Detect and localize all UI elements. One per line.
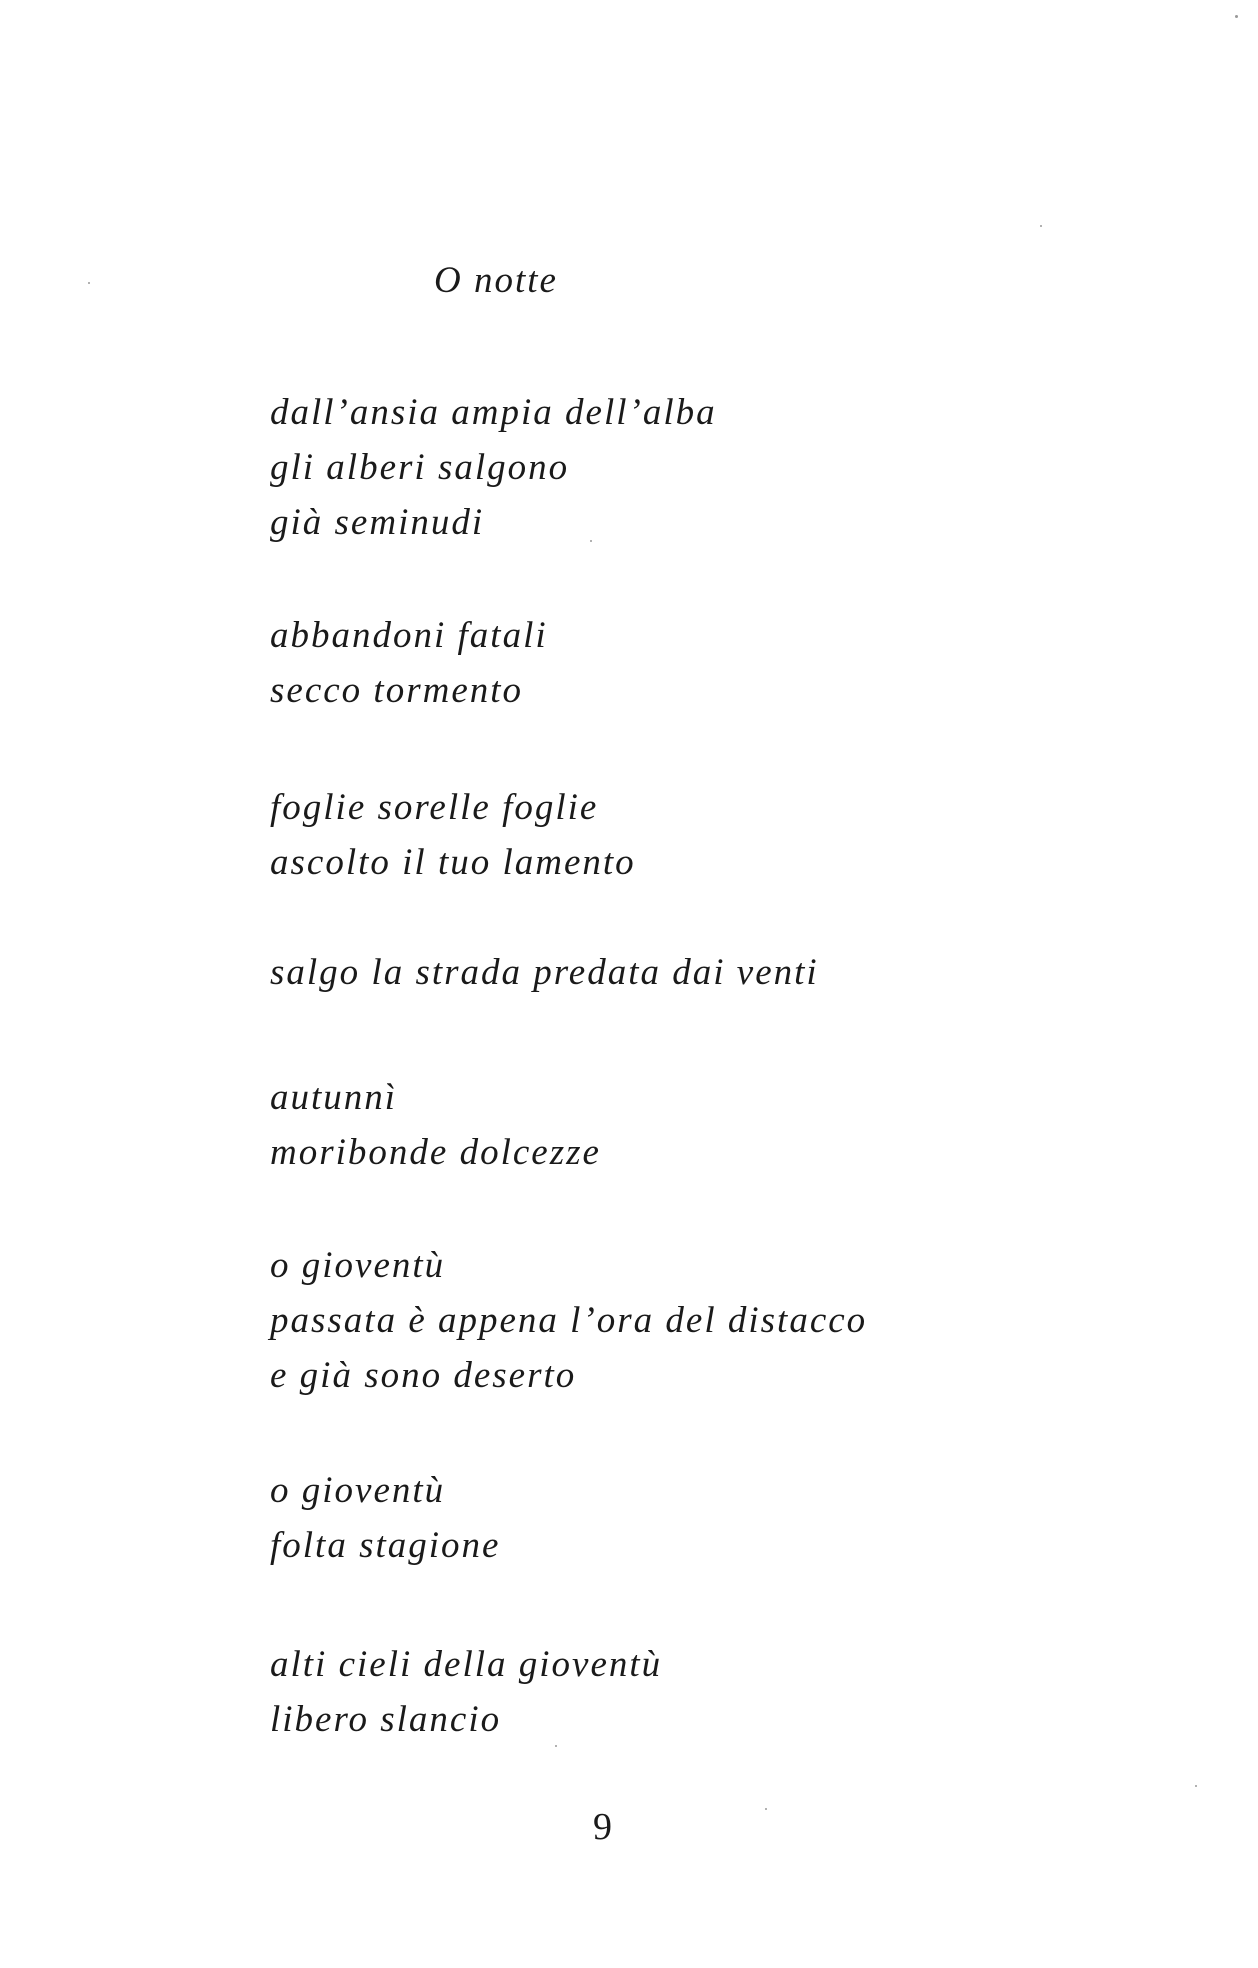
verse-line: autunnì [270,1077,398,1118]
stanza-3 [270,780,636,890]
paper-speck [1195,1785,1197,1787]
verse-line: o gioventù [270,1245,446,1286]
poem-title: O notte [434,260,558,301]
verse-line: e già sono deserto [270,1355,577,1396]
stanza-4 [270,945,819,1000]
paper-speck [1235,15,1238,18]
verse-line: già seminudi [270,502,485,543]
paper-speck [590,540,592,542]
verse-line: secco tormento [270,670,524,711]
verse-line: passata è appena l’ora del distacco [270,1300,868,1341]
verse-line: moribonde dolcezze [270,1132,601,1173]
paper-speck [88,282,90,284]
verse-line: ascolto il tuo lamento [270,842,636,883]
verse-line: alti cieli della gioventù [270,1644,663,1685]
verse-line: o gioventù [270,1470,446,1511]
verse-line: dall’ansia ampia dell’alba [270,392,717,433]
verse-line: libero slancio [270,1699,502,1740]
stanza-6 [270,1238,867,1403]
stanza-2 [270,608,548,718]
paper-speck [765,1808,767,1810]
paper-speck [555,1745,557,1747]
verse-line: folta stagione [270,1525,501,1566]
stanza-8 [270,1637,662,1747]
page-number: 9 [593,1806,612,1848]
verse-line: foglie sorelle foglie [270,787,599,828]
verse-line: salgo la strada predata dai venti [270,952,819,993]
stanza-1 [270,385,717,550]
stanza-5 [270,1070,601,1180]
paper-speck [1040,225,1042,227]
verse-line: gli alberi salgono [270,447,570,488]
stanza-7 [270,1463,500,1573]
verse-line: abbandoni fatali [270,615,548,656]
